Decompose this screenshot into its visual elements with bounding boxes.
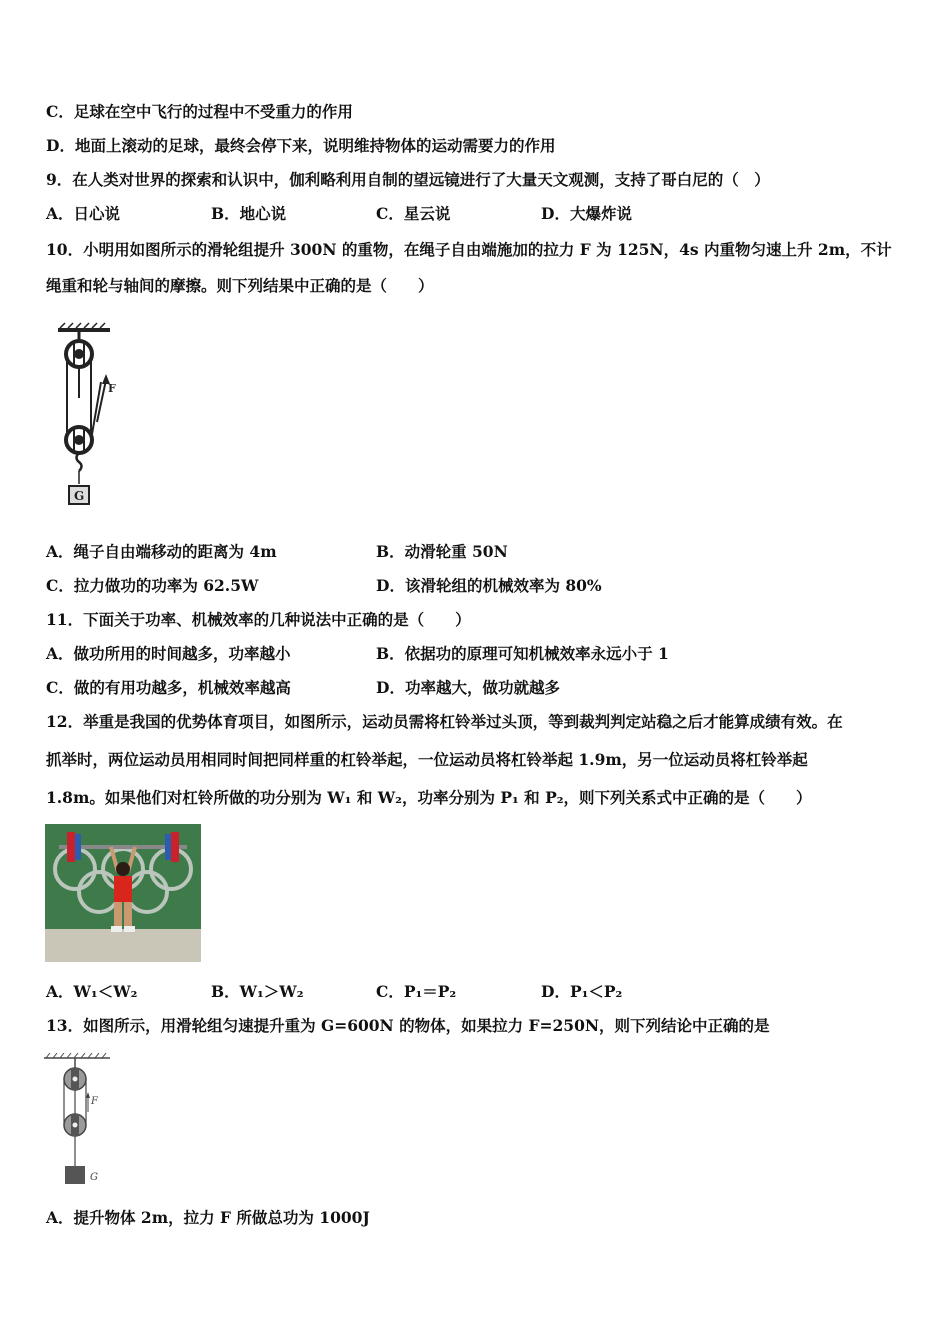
q10-option-b: B．动滑轮重 50N	[376, 542, 508, 561]
q13-stem: 13．如图所示，用滑轮组匀速提升重为 G=600N 的物体，如果拉力 F=250N，则下列结论中正确的是	[46, 1016, 770, 1035]
q13-weight-label: G	[90, 1172, 98, 1183]
q10-fixed-pulley	[66, 341, 92, 367]
q10-pulley-figure	[52, 322, 132, 512]
q13-movable-pulley	[64, 1114, 86, 1136]
q13-force-label: F	[91, 1096, 98, 1107]
q9-option-a: A．日心说	[46, 204, 121, 223]
q10-option-a: A．绳子自由端移动的距离为 4m	[46, 542, 277, 561]
q12-option-a: A．W₁＜W₂	[46, 982, 138, 1001]
q10-force-label: F	[108, 382, 116, 395]
q13-pulley-figure	[40, 1052, 120, 1192]
q11-option-c: C．做的有用功越多，机械效率越高	[46, 678, 291, 697]
q11-option-b: B．依据功的原理可知机械效率永远小于 1	[376, 644, 669, 663]
q9-option-c: C．星云说	[376, 204, 451, 223]
q10-option-c: C．拉力做功的功率为 62.5W	[46, 576, 259, 595]
q10-movable-pulley	[66, 427, 92, 453]
q13-option-a: A．提升物体 2m，拉力 F 所做总功为 1000J	[46, 1208, 370, 1227]
q10-stem-line1: 10．小明用如图所示的滑轮组提升 300N 的重物，在绳子自由端施加的拉力 F 为 125N，4s 内重物匀速上升 2m，不计	[46, 240, 892, 259]
q8-option-d: D．地面上滚动的足球，最终会停下来，说明维持物体的运动需要力的作用	[46, 136, 556, 155]
q10-option-d: D．该滑轮组的机械效率为 80%	[376, 576, 602, 595]
q13-fixed-pulley	[64, 1068, 86, 1090]
q9-option-d: D．大爆炸说	[541, 204, 632, 223]
q12-weightlifter-photo	[45, 824, 201, 962]
q12-stem-line2: 抓举时，两位运动员用相同时间把同样重的杠铃举起，一位运动员将杠铃举起 1.9m，另一位运动员将杠铃举起	[46, 750, 808, 769]
q12-option-b: B．W₁＞W₂	[211, 982, 304, 1001]
q11-stem: 11．下面关于功率、机械效率的几种说法中正确的是（ ）	[46, 610, 471, 629]
q12-option-d: D．P₁＜P₂	[541, 982, 623, 1001]
q12-option-c: C．P₁＝P₂	[376, 982, 457, 1001]
q8-option-c: C．足球在空中飞行的过程中不受重力的作用	[46, 102, 353, 121]
q12-floor	[45, 929, 201, 962]
q10-weight-label: G	[74, 489, 85, 503]
q10-stem-line2: 绳重和轮与轴间的摩擦。则下列结果中正确的是（ ）	[46, 276, 434, 295]
q9-stem: 9．在人类对世界的探索和认识中，伽利略利用自制的望远镜进行了大量天文观测，支持了哥白尼的（ ）	[46, 170, 770, 189]
q12-stem-line1: 12．举重是我国的优势体育项目，如图所示，运动员需将杠铃举过头顶，等到裁判判定站稳之后才能算成绩有效。在	[46, 712, 843, 731]
q9-option-b: B．地心说	[211, 204, 287, 223]
q12-stem-line3: 1.8m。如果他们对杠铃所做的功分别为 W₁ 和 W₂，功率分别为 P₁ 和 P₂，则下列关系式中正确的是（ ）	[46, 788, 812, 807]
q10-ceiling	[58, 328, 110, 332]
q11-option-d: D．功率越大，做功就越多	[376, 678, 560, 697]
q13-weight-block	[65, 1166, 85, 1184]
q11-option-a: A．做功所用的时间越多，功率越小	[46, 644, 291, 663]
